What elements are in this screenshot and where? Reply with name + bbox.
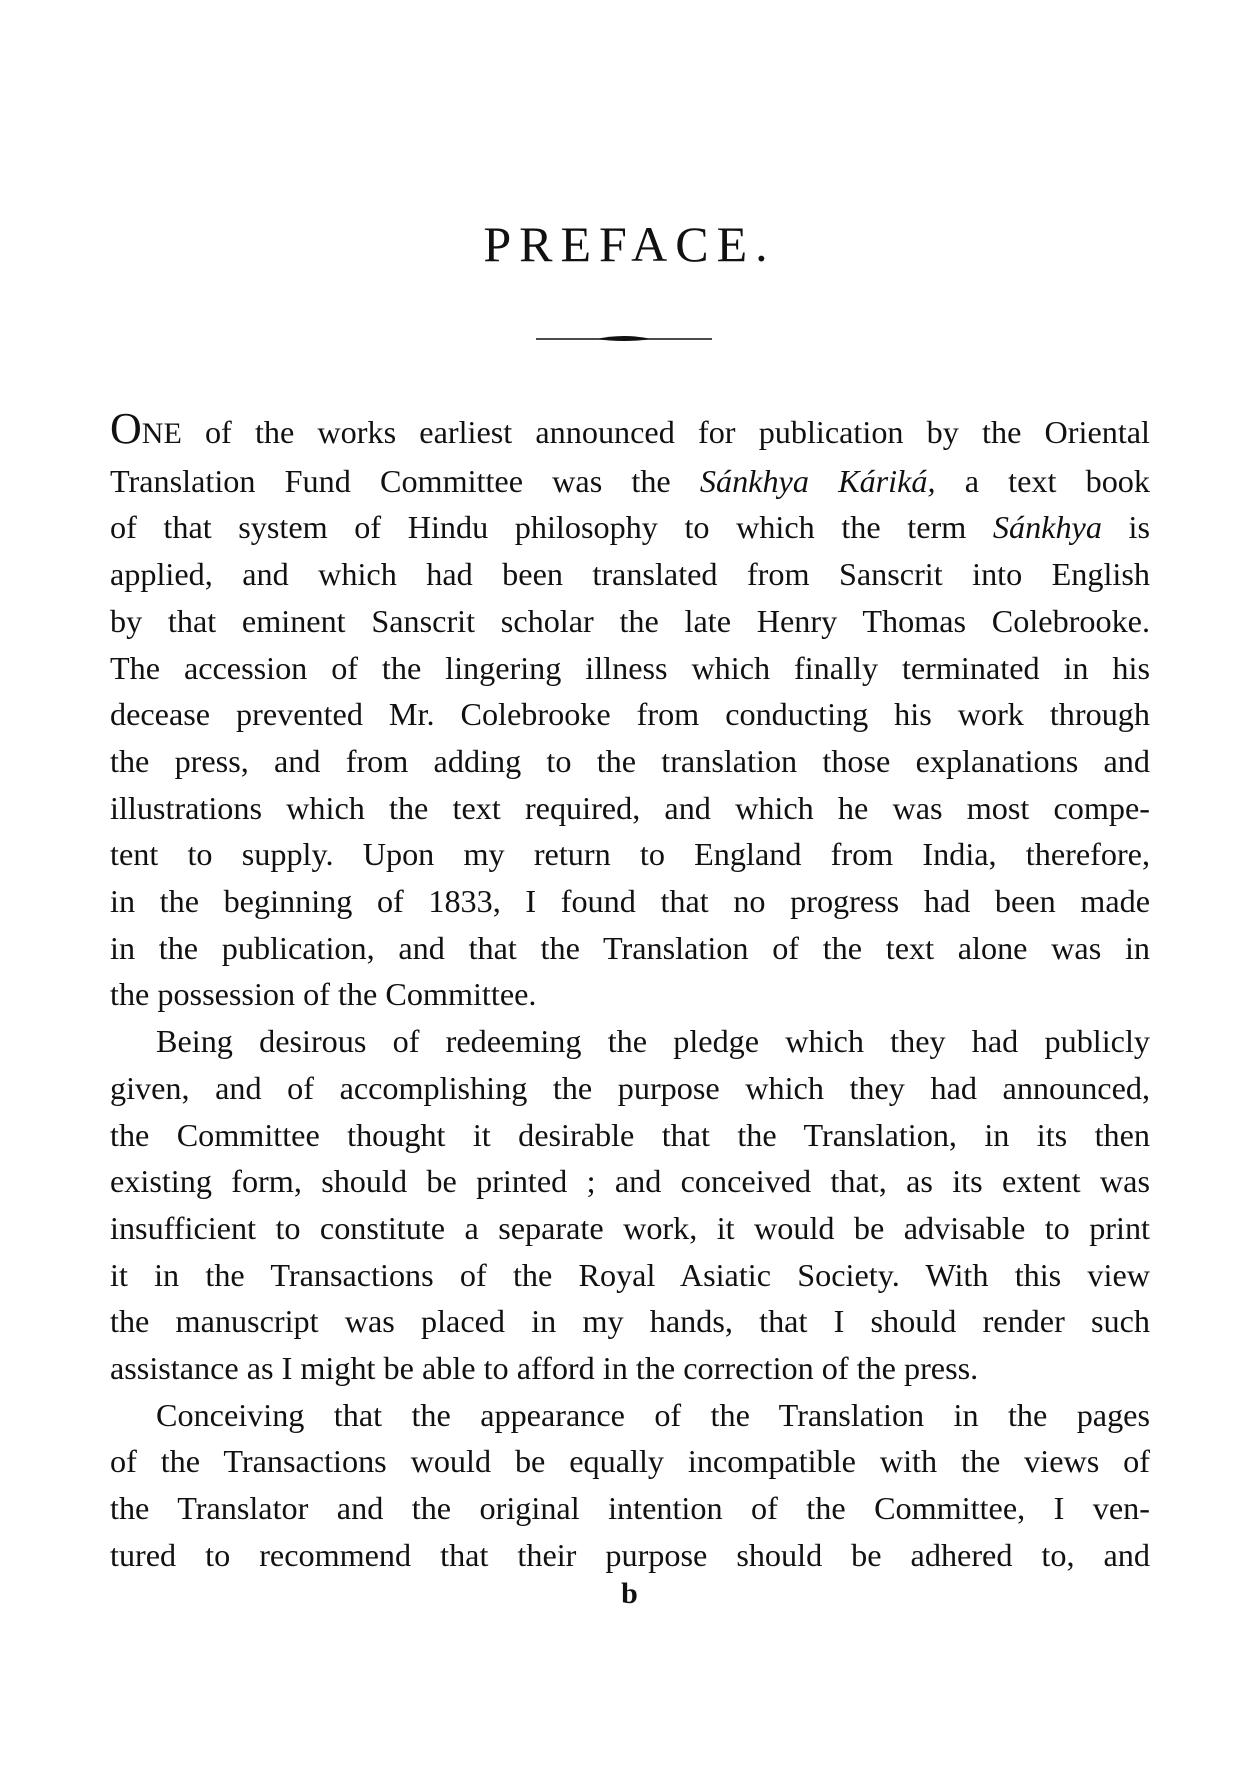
text-line (110, 458, 1150, 505)
text-line: in the publication, and that the Translation of the text alone was in (110, 929, 1150, 966)
text-line: decease prevented Mr. Colebrooke from conducting his work through (110, 696, 1150, 733)
text-line: Being desirous of redeeming the pledge which they had publicly (156, 1023, 1150, 1060)
line-text: is (1101, 509, 1150, 546)
small-caps: NE (141, 417, 182, 450)
italic-term: Sánkhya (992, 509, 1102, 546)
text-line (110, 406, 1150, 458)
text-line: the manuscript was placed in my hands, that I should render such (110, 1303, 1150, 1340)
text-line: illustrations which the text required, and which he was most compe- (110, 789, 1150, 826)
text-line: the possession of the Committee. (110, 976, 537, 1013)
line-text: Translation Fund Committee was the (110, 462, 700, 499)
italic-term: Sánkhya Káriká, (699, 462, 936, 499)
text-line: Conceiving that the appearance of the Translation in the pages (156, 1396, 1150, 1433)
text-line: assistance as I might be able to afford in the correction of the press. (110, 1350, 979, 1387)
line-text: of the works earliest announced for publication by the Oriental (181, 414, 1150, 450)
text-line: the press, and from adding to the translation those explanations and (110, 742, 1150, 779)
paragraph-2 (110, 1018, 1150, 1392)
text-line: given, and of accomplishing the purpose which they had announced, (110, 1069, 1150, 1106)
text-line: by that eminent Sanscrit scholar the late Henry Thomas Colebrooke. (110, 602, 1150, 639)
text-line: The accession of the lingering illness which finally terminated in his (110, 649, 1150, 686)
page-title: PREFACE. (483, 216, 776, 272)
line-text: of that system of Hindu philosophy to which the term (110, 509, 993, 546)
text-line: of the Transactions would be equally incompatible with the views of (110, 1443, 1150, 1480)
signature-mark: b (621, 1577, 638, 1610)
line-text: a text book (935, 462, 1150, 499)
body-text (110, 406, 1150, 1579)
paragraph-1 (110, 406, 1150, 1018)
text-line: applied, and which had been translated from Sanscrit into English (110, 556, 1150, 593)
drop-cap: O (110, 404, 142, 453)
text-line: insufficient to constitute a separate work, it would be advisable to print (110, 1209, 1150, 1246)
text-line (110, 504, 1150, 551)
text-line: tent to supply. Upon my return to England from India, therefore, (110, 836, 1150, 873)
text-line: tured to recommend that their purpose should be adhered to, and (110, 1536, 1150, 1573)
text-line: the Translator and the original intention of the Committee, I ven- (110, 1490, 1150, 1527)
text-line: in the beginning of 1833, I found that no progress had been made (110, 883, 1150, 920)
ornamental-rule (536, 332, 712, 346)
paragraph-3 (110, 1392, 1150, 1579)
text-line: the Committee thought it desirable that the Translation, in its then (110, 1116, 1150, 1153)
text-line: it in the Transactions of the Royal Asiatic Society. With this view (110, 1256, 1150, 1293)
text-line: existing form, should be printed ; and conceived that, as its extent was (110, 1163, 1150, 1200)
